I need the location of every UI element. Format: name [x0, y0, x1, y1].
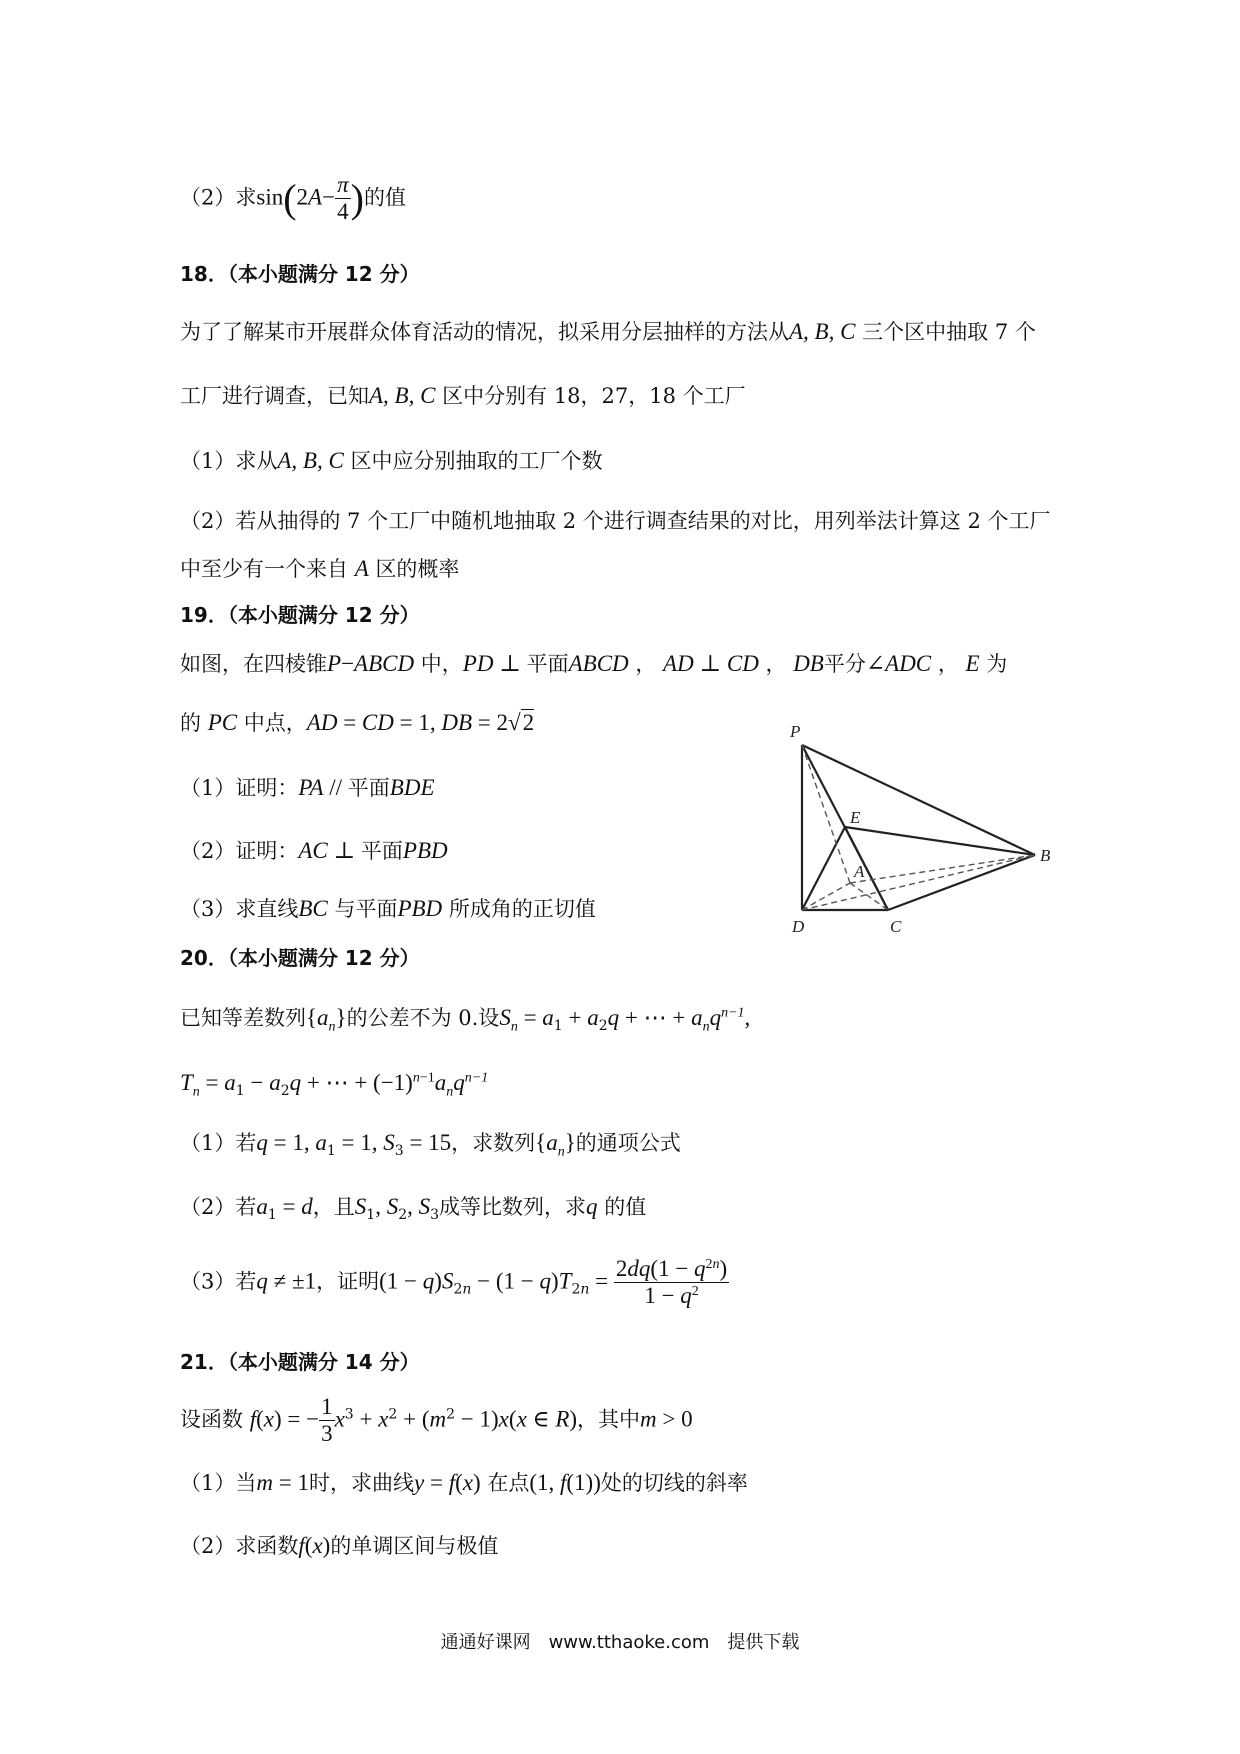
q18-part2: （2）若从抽得的 7 个工厂中随机地抽取 2 个进行调查结果的对比，用列举法计算这 2 个工厂 [180, 509, 1051, 533]
pyramid-figure [770, 715, 1060, 945]
q20-header: 20．（本小题满分 12 分） [180, 946, 420, 970]
q20-part1: （1）若q = 1, $a_1 = 1$, $S_3 = 15$，求数列$\{a_n\}$的通项公式 [180, 1130, 681, 1160]
q21-intro: 设函数 f(x) = − $\frac{1}{3}$ $x^3 + x^2 + (m^2 - 1)x(x$ ∈ R)，其中m > 0 [180, 1394, 693, 1447]
label-A: A [854, 862, 865, 881]
q18-intro-line2: 工厂进行调查，已知A, B, C 区中分别有 18，27，18 个工厂 [180, 383, 746, 408]
q18-part1: （1）求从A, B, C 区中应分别抽取的工厂个数 [180, 448, 603, 473]
q20-intro-line1: 已知等差数列$\{a_n\}$的公差不为 0.设$S_n = a_1 + a_2q$ + ⋯ + $a_nq^{n-1}$, [180, 1005, 751, 1035]
q18-intro-line1: 为了了解某市开展群众体育活动的情况，拟采用分层抽样的方法从A, B, C 三个区中抽取 7 个 [180, 319, 1036, 344]
q17-part2: （2）求sin(2A− $\frac{\pi}{4}$ )的值 [180, 172, 406, 225]
q18-header: 18．（本小题满分 12 分） [180, 262, 420, 286]
page-footer: 通通好课网 www.tthaoke.com 提供下载 [440, 1632, 800, 1653]
label-E: E [850, 808, 861, 827]
q20-part2: （2）若$a_1 = d$，且$S_1$, $S_2$, $S_3$成等比数列，求q 的值 [180, 1194, 647, 1224]
q19-intro-line1: 如图，在四棱锥P−ABCD 中，PD ⊥ 平面ABCD ， AD ⊥ CD ， DB平分∠ADC ， E 为 [180, 651, 1008, 676]
label-D: D [792, 917, 805, 936]
q19-header: 19．（本小题满分 12 分） [180, 603, 420, 627]
q21-header: 21．（本小题满分 14 分） [180, 1350, 420, 1374]
label-P: P [790, 722, 801, 741]
q21-part2: （2）求函数f(x)的单调区间与极值 [180, 1533, 499, 1558]
q20-part3: （3）若q ≠ ±1，证明$(1 - q)S_{2n} - (1 - q)T_{2n}$ = $\frac{2dq(1 - q^{2n})}{1 - q^2}$ [180, 1256, 728, 1309]
label-B: B [1040, 846, 1051, 865]
q19-part3: （3）求直线BC 与平面PBD 所成角的正切值 [180, 896, 596, 921]
q19-part1: （1）证明：PA // 平面BDE [180, 775, 435, 800]
q21-part1: （1）当m = 1时，求曲线y = f(x) 在点(1, f(1))处的切线的斜率 [180, 1470, 748, 1495]
q19-part2: （2）证明：AC ⊥ 平面PBD [180, 838, 448, 863]
q19-intro-line2: 的 PC 中点，AD = CD = 1, DB = 2√2 [180, 710, 535, 735]
q18-part2-cont: 中至少有一个来自 A 区的概率 [180, 556, 460, 581]
q20-intro-line2: $T_n = a_1 - a_2q$ + ⋯ + $(-1)^{n-1}a_nq^{n-1}$ [180, 1070, 489, 1100]
label-C: C [890, 917, 902, 936]
